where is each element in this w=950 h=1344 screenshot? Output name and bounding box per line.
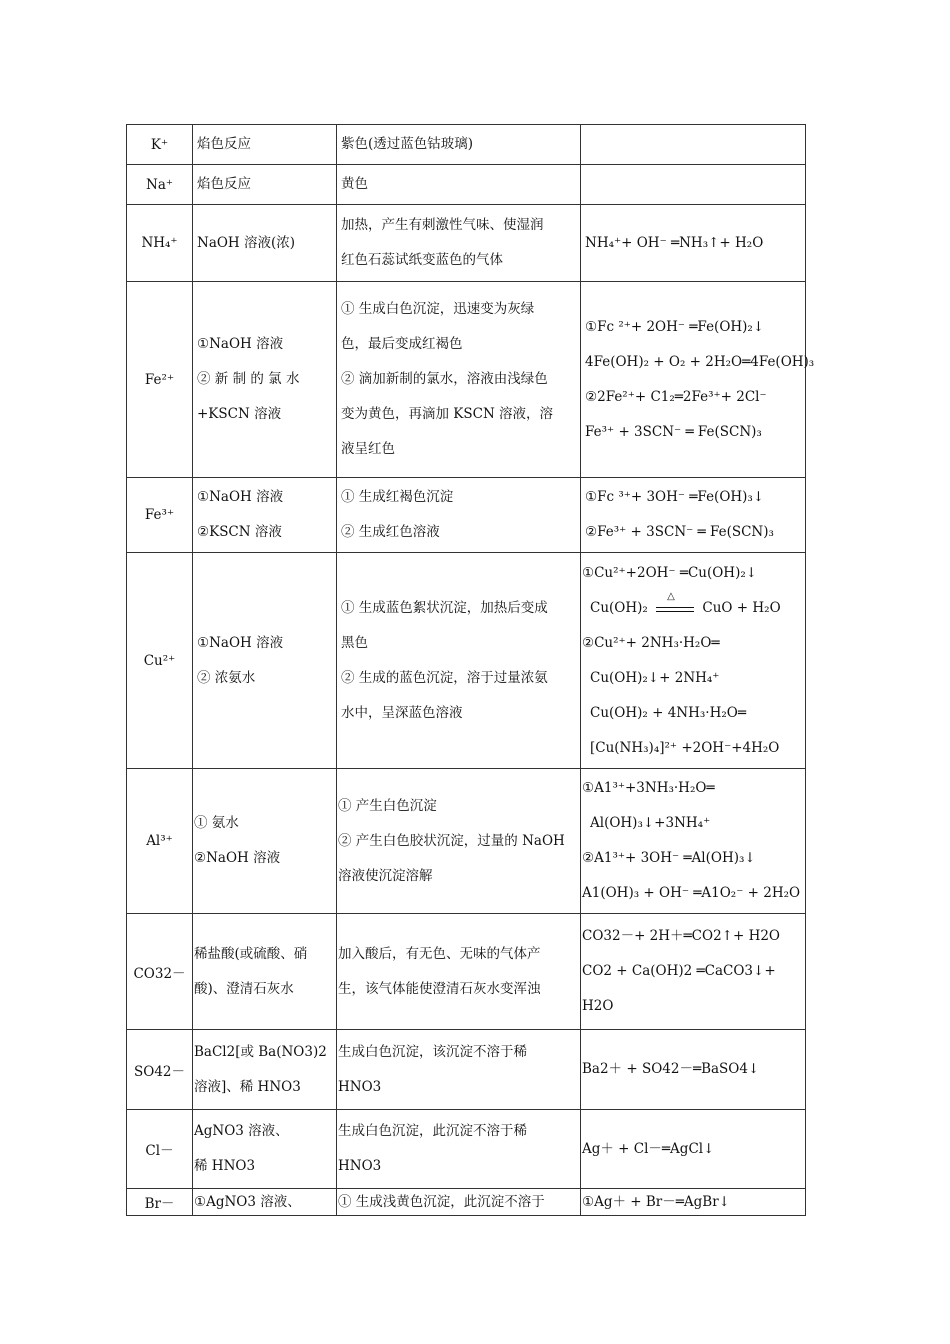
equation-cell: CO32－+ 2H＋═CO2↑+ H2O CO2 + Ca(OH)2 ═CaCO3↓+ H2O bbox=[581, 914, 806, 1030]
ion-cell: K⁺ bbox=[127, 125, 193, 165]
ion-cell: Cu²⁺ bbox=[127, 553, 193, 769]
equation-cell: ①Cu²⁺+2OH⁻ ═Cu(OH)₂↓ Cu(OH)₂ △ CuO + H₂O ②Cu²⁺+ 2NH₃·H₂O═ Cu(OH)₂↓+ 2NH₄⁺ Cu(OH)₂ + 4NH₃·H₂O═ [Cu(NH₃)₄]²⁺ +2OH⁻+4H₂O bbox=[581, 553, 806, 769]
ion-cell: CO32－ bbox=[127, 914, 193, 1030]
reagent-cell: ①AgNO3 溶液、 bbox=[193, 1189, 337, 1216]
reagent-cell: ① 氨水 ②NaOH 溶液 bbox=[193, 769, 337, 914]
equation-cell bbox=[581, 125, 806, 165]
reagent-cell: 稀盐酸(或硫酸、硝 酸)、澄清石灰水 bbox=[193, 914, 337, 1030]
phenomenon-cell: 生成白色沉淀，该沉淀不溶于稀 HNO3 bbox=[337, 1030, 581, 1110]
equation-cell: ①Fc ²⁺+ 2OH⁻ ═Fe(OH)₂↓ 4Fe(OH)₂ + O₂ + 2H₂O═4Fe(OH)₃ ②2Fe²⁺+ C1₂═2Fe³⁺+ 2Cl⁻ Fe³⁺ + 3SCN⁻ ═ Fe(SCN)₃ bbox=[581, 282, 806, 478]
equation-cell: ①A1³⁺+3NH₃·H₂O═ Al(OH)₃↓+3NH₄⁺ ②A1³⁺+ 3OH⁻ ═Al(OH)₃↓ A1(OH)₃ + OH⁻ ═A1O₂⁻ + 2H₂O bbox=[581, 769, 806, 914]
reagent-cell: AgNO3 溶液、 稀 HNO3 bbox=[193, 1110, 337, 1189]
table-row bbox=[127, 553, 806, 769]
reagent-cell: 焰色反应 bbox=[193, 165, 337, 205]
equation-cell: NH₄⁺+ OH⁻ ═NH₃↑+ H₂O bbox=[581, 205, 806, 282]
reagent-cell: ①NaOH 溶液 ②KSCN 溶液 bbox=[193, 478, 337, 553]
equation-cell: Ba2＋ + SO42－═BaSO4↓ bbox=[581, 1030, 806, 1110]
heating-equation: Cu(OH)₂ △ CuO + H₂O bbox=[590, 591, 781, 616]
table-row bbox=[127, 125, 806, 165]
reagent-cell: ①NaOH 溶液 ② 浓氨水 bbox=[193, 553, 337, 769]
reagent-cell: NaOH 溶液(浓) bbox=[193, 205, 337, 282]
phenomenon-cell: ① 产生白色沉淀 ② 产生白色胶状沉淀，过量的 NaOH 溶液使沉淀溶解 bbox=[337, 769, 581, 914]
table-row bbox=[127, 282, 806, 478]
phenomenon-cell: ① 生成白色沉淀，迅速变为灰绿 色，最后变成红褐色 ② 滴加新制的氯水，溶液由浅绿色 变为黄色，再滴加 KSCN 溶液，溶 液呈红色 bbox=[337, 282, 581, 478]
phenomenon-cell: 紫色(透过蓝色钴玻璃) bbox=[337, 125, 581, 165]
reagent-cell: BaCl2[或 Ba(NO3)2 溶液]、稀 HNO3 bbox=[193, 1030, 337, 1110]
ion-cell: Br－ bbox=[127, 1189, 193, 1216]
phenomenon-cell: 生成白色沉淀，此沉淀不溶于稀 HNO3 bbox=[337, 1110, 581, 1189]
equation-cell: ①Fc ³⁺+ 3OH⁻ ═Fe(OH)₃↓ ②Fe³⁺ + 3SCN⁻ ═ Fe(SCN)₃ bbox=[581, 478, 806, 553]
table-row bbox=[127, 1110, 806, 1189]
phenomenon-cell: 加入酸后，有无色、无味的气体产 生，该气体能使澄清石灰水变浑浊 bbox=[337, 914, 581, 1030]
phenomenon-cell: 黄色 bbox=[337, 165, 581, 205]
phenomenon-cell: ① 生成红褐色沉淀 ② 生成红色溶液 bbox=[337, 478, 581, 553]
ion-cell: Al³⁺ bbox=[127, 769, 193, 914]
table-row bbox=[127, 205, 806, 282]
table-row bbox=[127, 1189, 806, 1216]
phenomenon-cell: 加热，产生有刺激性气味、使湿润 红色石蕊试纸变蓝色的气体 bbox=[337, 205, 581, 282]
ion-cell: SO42－ bbox=[127, 1030, 193, 1110]
ion-cell: Na⁺ bbox=[127, 165, 193, 205]
equation-cell bbox=[581, 165, 806, 205]
phenomenon-cell: ① 生成浅黄色沉淀，此沉淀不溶于 bbox=[337, 1189, 581, 1216]
reagent-cell: 焰色反应 bbox=[193, 125, 337, 165]
table-row bbox=[127, 478, 806, 553]
ion-cell: Fe³⁺ bbox=[127, 478, 193, 553]
ion-cell: NH₄⁺ bbox=[127, 205, 193, 282]
equation-cell: Ag＋ + Cl－═AgCl↓ bbox=[581, 1110, 806, 1189]
table-row bbox=[127, 165, 806, 205]
ion-cell: Cl－ bbox=[127, 1110, 193, 1189]
ion-cell: Fe²⁺ bbox=[127, 282, 193, 478]
table-row bbox=[127, 769, 806, 914]
table-row bbox=[127, 914, 806, 1030]
phenomenon-cell: ① 生成蓝色絮状沉淀，加热后变成 黑色 ② 生成的蓝色沉淀，溶于过量浓氨 水中，呈深蓝色溶液 bbox=[337, 553, 581, 769]
heating-sign: △ bbox=[656, 601, 694, 615]
ion-test-table bbox=[126, 124, 815, 1216]
reagent-cell: ①NaOH 溶液 ② 新 制 的 氯 水 +KSCN 溶液 bbox=[193, 282, 337, 478]
equation-cell: ①Ag＋ + Br－═AgBr↓ bbox=[581, 1189, 806, 1216]
table-row bbox=[127, 1030, 806, 1110]
